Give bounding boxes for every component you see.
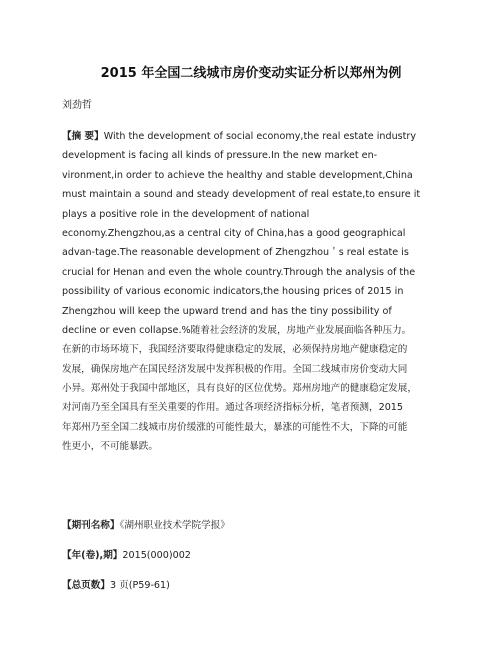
journal-value: 《湖州职业技术学院学报》: [119, 520, 230, 531]
abstract-line: [62, 127, 444, 146]
abstract-line: decline or even collapse.%随着社会经济的发展，房地产业发展面临各种压力。: [62, 324, 412, 336]
abstract-line: Zhengzhou will keep the upward trend and has the tiny possibility of: [62, 305, 392, 317]
abstract-line: 对河南乃至全国具有至关重要的作用。通过各项经济指标分析，笔者预测，2015: [62, 402, 404, 414]
issue-value: 2015(000)002: [122, 550, 191, 561]
abstract-line: economy.Zhengzhou,as a central city of China,has a good geographical: [62, 227, 406, 239]
author-name: 刘劲哲: [62, 100, 92, 111]
abstract-line: 发展，确保房地产在国民经济发展中发挥积极的作用。全国二线城市房价变动大同: [62, 363, 408, 375]
issue-label: 【年(卷),期】: [62, 550, 123, 561]
abstract-line: plays a positive role in the development of national: [62, 208, 310, 220]
abstract-line: advan-tage.The reasonable development of Zhengzhou＇s real estate is: [62, 247, 409, 259]
abstract-line: crucial for Henan and even the whole country.Through the analysis of the: [62, 266, 416, 278]
pages-row: [62, 577, 170, 591]
paper-title: 2015 年全国二线城市房价变动实证分析以郑州为例: [100, 66, 402, 81]
abstract-line: 年郑州乃至全国二线城市房价缓涨的可能性最大，暴涨的可能性不大，下降的可能: [62, 421, 408, 433]
abstract-line: vironment,in order to achieve the healthy and stable development,China: [62, 169, 413, 181]
abstract-line: development is facing all kinds of pressure.In the new market en-: [62, 150, 378, 162]
abstract-line: must maintain a sound and steady development of real estate,to ensure it: [62, 189, 421, 201]
abstract-line: 在新的市场环境下，我国经济要取得健康稳定的发展，必须保持房地产健康稳定的: [62, 344, 408, 356]
pages-value: 3 页(P59-61): [109, 580, 170, 591]
abstract-text: With the development of social economy,the real estate industry: [103, 131, 417, 142]
abstract-block: [62, 127, 444, 457]
abstract-label: 【摘 要】: [62, 131, 104, 142]
journal-label: 【期刊名称】: [62, 520, 120, 531]
journal-name-row: [62, 517, 230, 531]
issue-row: [62, 547, 191, 561]
pages-label: 【总页数】: [62, 580, 110, 591]
abstract-line: 小异。郑州处于我国中部地区，具有良好的区位优势。郑州房地产的健康稳定发展，: [62, 383, 417, 395]
abstract-line: 性更小，不可能暴跌。: [62, 441, 158, 453]
abstract-line: possibility of various economic indicators,the housing prices of 2015 in: [62, 286, 404, 298]
